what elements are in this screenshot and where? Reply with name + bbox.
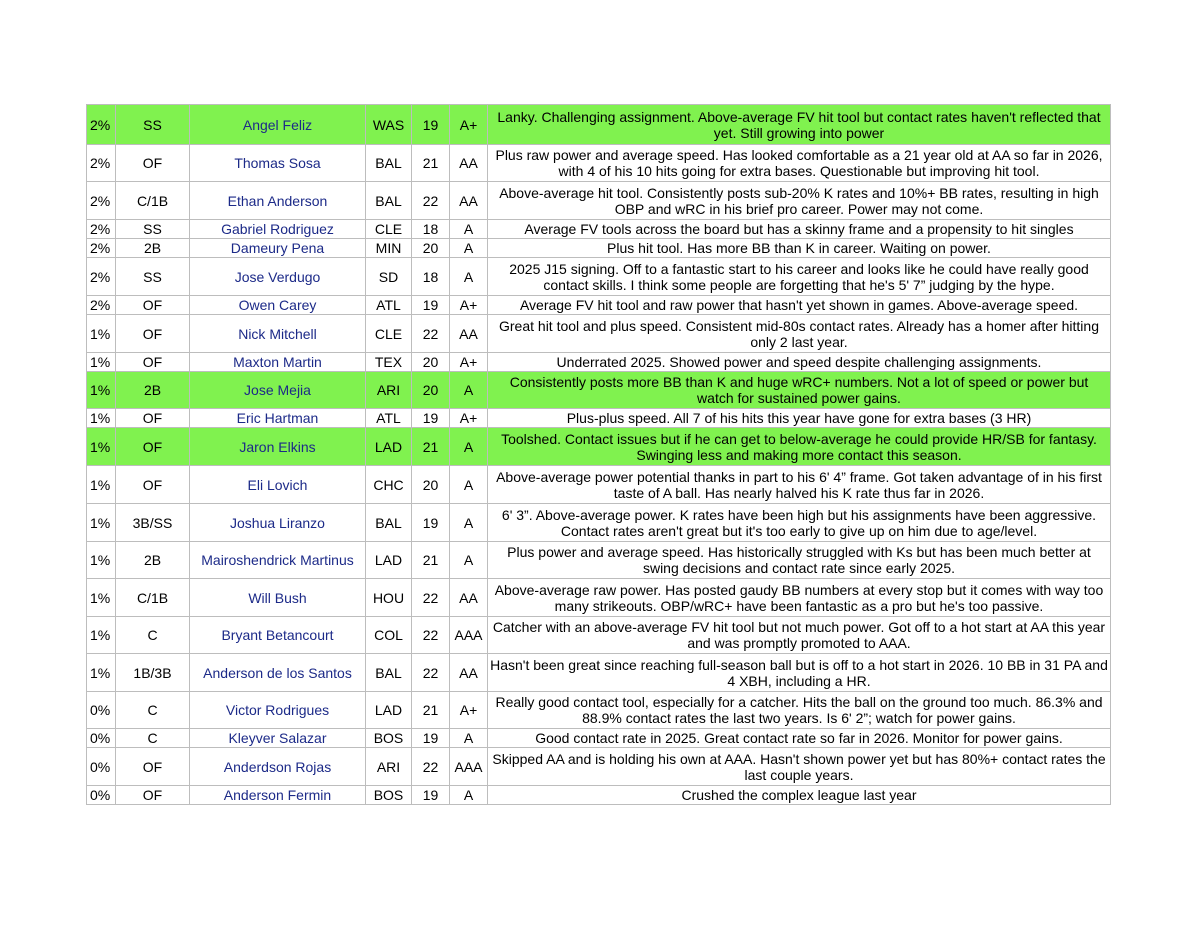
table-body bbox=[87, 105, 1111, 805]
player-name-cell: Maxton Martin bbox=[190, 353, 366, 372]
level-cell: A bbox=[450, 466, 488, 504]
age-cell: 21 bbox=[412, 145, 450, 182]
player-name-cell: Gabriel Rodriguez bbox=[190, 220, 366, 239]
team-cell: ATL bbox=[366, 409, 412, 428]
notes-cell: Skipped AA and is holding his own at AAA. Hasn't shown power yet but has 80%+ contact rates the last couple years. bbox=[488, 748, 1111, 786]
age-cell: 22 bbox=[412, 654, 450, 692]
team-cell: ATL bbox=[366, 296, 412, 315]
team-cell: HOU bbox=[366, 579, 412, 617]
position-cell: 1B/3B bbox=[116, 654, 190, 692]
position-cell: C bbox=[116, 617, 190, 654]
player-name-cell: Anderson Fermin bbox=[190, 786, 366, 805]
level-cell: A+ bbox=[450, 105, 488, 145]
percent-cell: 1% bbox=[87, 466, 116, 504]
percent-cell: 0% bbox=[87, 692, 116, 729]
player-name-cell: Kleyver Salazar bbox=[190, 729, 366, 748]
age-cell: 20 bbox=[412, 239, 450, 258]
age-cell: 20 bbox=[412, 466, 450, 504]
position-cell: C bbox=[116, 729, 190, 748]
notes-cell: Toolshed. Contact issues but if he can get to below-average he could provide HR/SB for fantasy. Swinging less and making more contact this season. bbox=[488, 428, 1111, 466]
percent-cell: 2% bbox=[87, 220, 116, 239]
age-cell: 21 bbox=[412, 692, 450, 729]
notes-cell: Consistently posts more BB than K and huge wRC+ numbers. Not a lot of speed or power but watch for sustained power gains. bbox=[488, 372, 1111, 409]
level-cell: A+ bbox=[450, 692, 488, 729]
player-name-cell: Victor Rodrigues bbox=[190, 692, 366, 729]
player-name-cell: Joshua Liranzo bbox=[190, 504, 366, 542]
notes-cell: Average FV hit tool and raw power that hasn't yet shown in games. Above-average speed. bbox=[488, 296, 1111, 315]
notes-cell: Hasn't been great since reaching full-season ball but is off to a hot start in 2026. 10 BB in 31 PA and 4 XBH, including a HR. bbox=[488, 654, 1111, 692]
notes-cell: Crushed the complex league last year bbox=[488, 786, 1111, 805]
table-row bbox=[87, 353, 1111, 372]
age-cell: 19 bbox=[412, 504, 450, 542]
player-name-cell: Jose Verdugo bbox=[190, 258, 366, 296]
position-cell: OF bbox=[116, 145, 190, 182]
level-cell: A bbox=[450, 428, 488, 466]
table-row bbox=[87, 182, 1111, 220]
level-cell: A bbox=[450, 504, 488, 542]
percent-cell: 1% bbox=[87, 353, 116, 372]
percent-cell: 1% bbox=[87, 409, 116, 428]
position-cell: C/1B bbox=[116, 182, 190, 220]
table-row bbox=[87, 220, 1111, 239]
position-cell: C/1B bbox=[116, 579, 190, 617]
table-row bbox=[87, 729, 1111, 748]
position-cell: 3B/SS bbox=[116, 504, 190, 542]
notes-cell: Average FV tools across the board but has a skinny frame and a propensity to hit singles bbox=[488, 220, 1111, 239]
team-cell: BOS bbox=[366, 729, 412, 748]
position-cell: OF bbox=[116, 748, 190, 786]
position-cell: SS bbox=[116, 220, 190, 239]
team-cell: BAL bbox=[366, 504, 412, 542]
percent-cell: 1% bbox=[87, 504, 116, 542]
notes-cell: Lanky. Challenging assignment. Above-average FV hit tool but contact rates haven't reflected that yet. Still growing into power bbox=[488, 105, 1111, 145]
age-cell: 19 bbox=[412, 409, 450, 428]
level-cell: A bbox=[450, 239, 488, 258]
position-cell: OF bbox=[116, 409, 190, 428]
table-row bbox=[87, 296, 1111, 315]
table-row bbox=[87, 315, 1111, 353]
age-cell: 19 bbox=[412, 296, 450, 315]
table-row bbox=[87, 692, 1111, 729]
table-row bbox=[87, 786, 1111, 805]
notes-cell: Plus-plus speed. All 7 of his hits this year have gone for extra bases (3 HR) bbox=[488, 409, 1111, 428]
team-cell: CLE bbox=[366, 220, 412, 239]
team-cell: WAS bbox=[366, 105, 412, 145]
age-cell: 19 bbox=[412, 786, 450, 805]
age-cell: 21 bbox=[412, 428, 450, 466]
player-name-cell: Dameury Pena bbox=[190, 239, 366, 258]
table-row bbox=[87, 654, 1111, 692]
percent-cell: 1% bbox=[87, 372, 116, 409]
team-cell: BOS bbox=[366, 786, 412, 805]
player-name-cell: Eric Hartman bbox=[190, 409, 366, 428]
position-cell: SS bbox=[116, 105, 190, 145]
player-name-cell: Jose Mejia bbox=[190, 372, 366, 409]
player-name-cell: Thomas Sosa bbox=[190, 145, 366, 182]
percent-cell: 2% bbox=[87, 182, 116, 220]
table-row bbox=[87, 105, 1111, 145]
percent-cell: 1% bbox=[87, 542, 116, 579]
player-name-cell: Will Bush bbox=[190, 579, 366, 617]
position-cell: OF bbox=[116, 353, 190, 372]
player-name-cell: Anderson de los Santos bbox=[190, 654, 366, 692]
position-cell: 2B bbox=[116, 239, 190, 258]
position-cell: OF bbox=[116, 466, 190, 504]
team-cell: LAD bbox=[366, 692, 412, 729]
table-row bbox=[87, 504, 1111, 542]
prospect-table bbox=[86, 104, 1111, 805]
team-cell: LAD bbox=[366, 428, 412, 466]
player-name-cell: Ethan Anderson bbox=[190, 182, 366, 220]
level-cell: A+ bbox=[450, 296, 488, 315]
player-name-cell: Bryant Betancourt bbox=[190, 617, 366, 654]
age-cell: 22 bbox=[412, 182, 450, 220]
notes-cell: Good contact rate in 2025. Great contact rate so far in 2026. Monitor for power gains. bbox=[488, 729, 1111, 748]
level-cell: AA bbox=[450, 145, 488, 182]
level-cell: AA bbox=[450, 315, 488, 353]
player-name-cell: Eli Lovich bbox=[190, 466, 366, 504]
percent-cell: 0% bbox=[87, 729, 116, 748]
notes-cell: Really good contact tool, especially for a catcher. Hits the ball on the ground too much. 86.3% and 88.9% contact rates the last two years. Is 6' 2”; watch for power gains. bbox=[488, 692, 1111, 729]
percent-cell: 2% bbox=[87, 145, 116, 182]
team-cell: BAL bbox=[366, 182, 412, 220]
position-cell: 2B bbox=[116, 372, 190, 409]
notes-cell: Plus hit tool. Has more BB than K in career. Waiting on power. bbox=[488, 239, 1111, 258]
team-cell: LAD bbox=[366, 542, 412, 579]
table-row bbox=[87, 428, 1111, 466]
team-cell: COL bbox=[366, 617, 412, 654]
player-name-cell: Anderdson Rojas bbox=[190, 748, 366, 786]
age-cell: 22 bbox=[412, 617, 450, 654]
notes-cell: Plus power and average speed. Has historically struggled with Ks but has been much better at swing decisions and contact rate since early 2025. bbox=[488, 542, 1111, 579]
percent-cell: 1% bbox=[87, 315, 116, 353]
notes-cell: Catcher with an above-average FV hit tool but not much power. Got off to a hot start at AA this year and was promptly promoted to AAA. bbox=[488, 617, 1111, 654]
position-cell: OF bbox=[116, 296, 190, 315]
notes-cell: 2025 J15 signing. Off to a fantastic start to his career and looks like he could have really good contact skills. I think some people are forgetting that he's 5' 7” judging by the hype. bbox=[488, 258, 1111, 296]
age-cell: 22 bbox=[412, 579, 450, 617]
table-row bbox=[87, 748, 1111, 786]
level-cell: A bbox=[450, 542, 488, 579]
percent-cell: 1% bbox=[87, 579, 116, 617]
level-cell: A bbox=[450, 729, 488, 748]
position-cell: OF bbox=[116, 315, 190, 353]
player-name-cell: Mairoshendrick Martinus bbox=[190, 542, 366, 579]
level-cell: A bbox=[450, 258, 488, 296]
level-cell: AA bbox=[450, 654, 488, 692]
percent-cell: 2% bbox=[87, 239, 116, 258]
level-cell: A+ bbox=[450, 353, 488, 372]
percent-cell: 1% bbox=[87, 654, 116, 692]
notes-cell: Above-average power potential thanks in part to his 6' 4” frame. Got taken advantage of in his first taste of A ball. Has nearly halved his K rate thus far in 2026. bbox=[488, 466, 1111, 504]
team-cell: MIN bbox=[366, 239, 412, 258]
age-cell: 22 bbox=[412, 748, 450, 786]
position-cell: OF bbox=[116, 786, 190, 805]
table-row bbox=[87, 258, 1111, 296]
table-row bbox=[87, 409, 1111, 428]
position-cell: 2B bbox=[116, 542, 190, 579]
position-cell: SS bbox=[116, 258, 190, 296]
player-name-cell: Nick Mitchell bbox=[190, 315, 366, 353]
team-cell: CHC bbox=[366, 466, 412, 504]
percent-cell: 1% bbox=[87, 428, 116, 466]
table-row bbox=[87, 466, 1111, 504]
table-row bbox=[87, 239, 1111, 258]
percent-cell: 2% bbox=[87, 105, 116, 145]
notes-cell: Above-average hit tool. Consistently posts sub-20% K rates and 10%+ BB rates, resulting in high OBP and wRC in his brief pro career. Power may not come. bbox=[488, 182, 1111, 220]
table-row bbox=[87, 372, 1111, 409]
notes-cell: Above-average raw power. Has posted gaudy BB numbers at every stop but it comes with way too many strikeouts. OBP/wRC+ have been fantastic as a pro but he's too passive. bbox=[488, 579, 1111, 617]
percent-cell: 1% bbox=[87, 617, 116, 654]
level-cell: AA bbox=[450, 182, 488, 220]
level-cell: AAA bbox=[450, 617, 488, 654]
notes-cell: Great hit tool and plus speed. Consistent mid-80s contact rates. Already has a homer after hitting only 2 last year. bbox=[488, 315, 1111, 353]
team-cell: SD bbox=[366, 258, 412, 296]
percent-cell: 0% bbox=[87, 786, 116, 805]
age-cell: 18 bbox=[412, 220, 450, 239]
age-cell: 18 bbox=[412, 258, 450, 296]
level-cell: A bbox=[450, 372, 488, 409]
player-name-cell: Angel Feliz bbox=[190, 105, 366, 145]
age-cell: 20 bbox=[412, 353, 450, 372]
position-cell: C bbox=[116, 692, 190, 729]
table-row bbox=[87, 145, 1111, 182]
team-cell: BAL bbox=[366, 145, 412, 182]
level-cell: A bbox=[450, 220, 488, 239]
team-cell: ARI bbox=[366, 748, 412, 786]
player-name-cell: Jaron Elkins bbox=[190, 428, 366, 466]
team-cell: TEX bbox=[366, 353, 412, 372]
team-cell: CLE bbox=[366, 315, 412, 353]
table-row bbox=[87, 579, 1111, 617]
age-cell: 19 bbox=[412, 729, 450, 748]
age-cell: 20 bbox=[412, 372, 450, 409]
notes-cell: Plus raw power and average speed. Has looked comfortable as a 21 year old at AA so far in 2026, with 4 of his 10 hits going for extra bases. Questionable but improving hit tool. bbox=[488, 145, 1111, 182]
notes-cell: 6' 3”. Above-average power. K rates have been high but his assignments have been aggressive. Contact rates aren't great but it's too early to give up on him due to age/level. bbox=[488, 504, 1111, 542]
team-cell: BAL bbox=[366, 654, 412, 692]
level-cell: A bbox=[450, 786, 488, 805]
age-cell: 21 bbox=[412, 542, 450, 579]
position-cell: OF bbox=[116, 428, 190, 466]
age-cell: 22 bbox=[412, 315, 450, 353]
level-cell: AA bbox=[450, 579, 488, 617]
table-row bbox=[87, 617, 1111, 654]
team-cell: ARI bbox=[366, 372, 412, 409]
table-row bbox=[87, 542, 1111, 579]
percent-cell: 2% bbox=[87, 296, 116, 315]
percent-cell: 0% bbox=[87, 748, 116, 786]
player-name-cell: Owen Carey bbox=[190, 296, 366, 315]
level-cell: A+ bbox=[450, 409, 488, 428]
notes-cell: Underrated 2025. Showed power and speed despite challenging assignments. bbox=[488, 353, 1111, 372]
percent-cell: 2% bbox=[87, 258, 116, 296]
age-cell: 19 bbox=[412, 105, 450, 145]
level-cell: AAA bbox=[450, 748, 488, 786]
